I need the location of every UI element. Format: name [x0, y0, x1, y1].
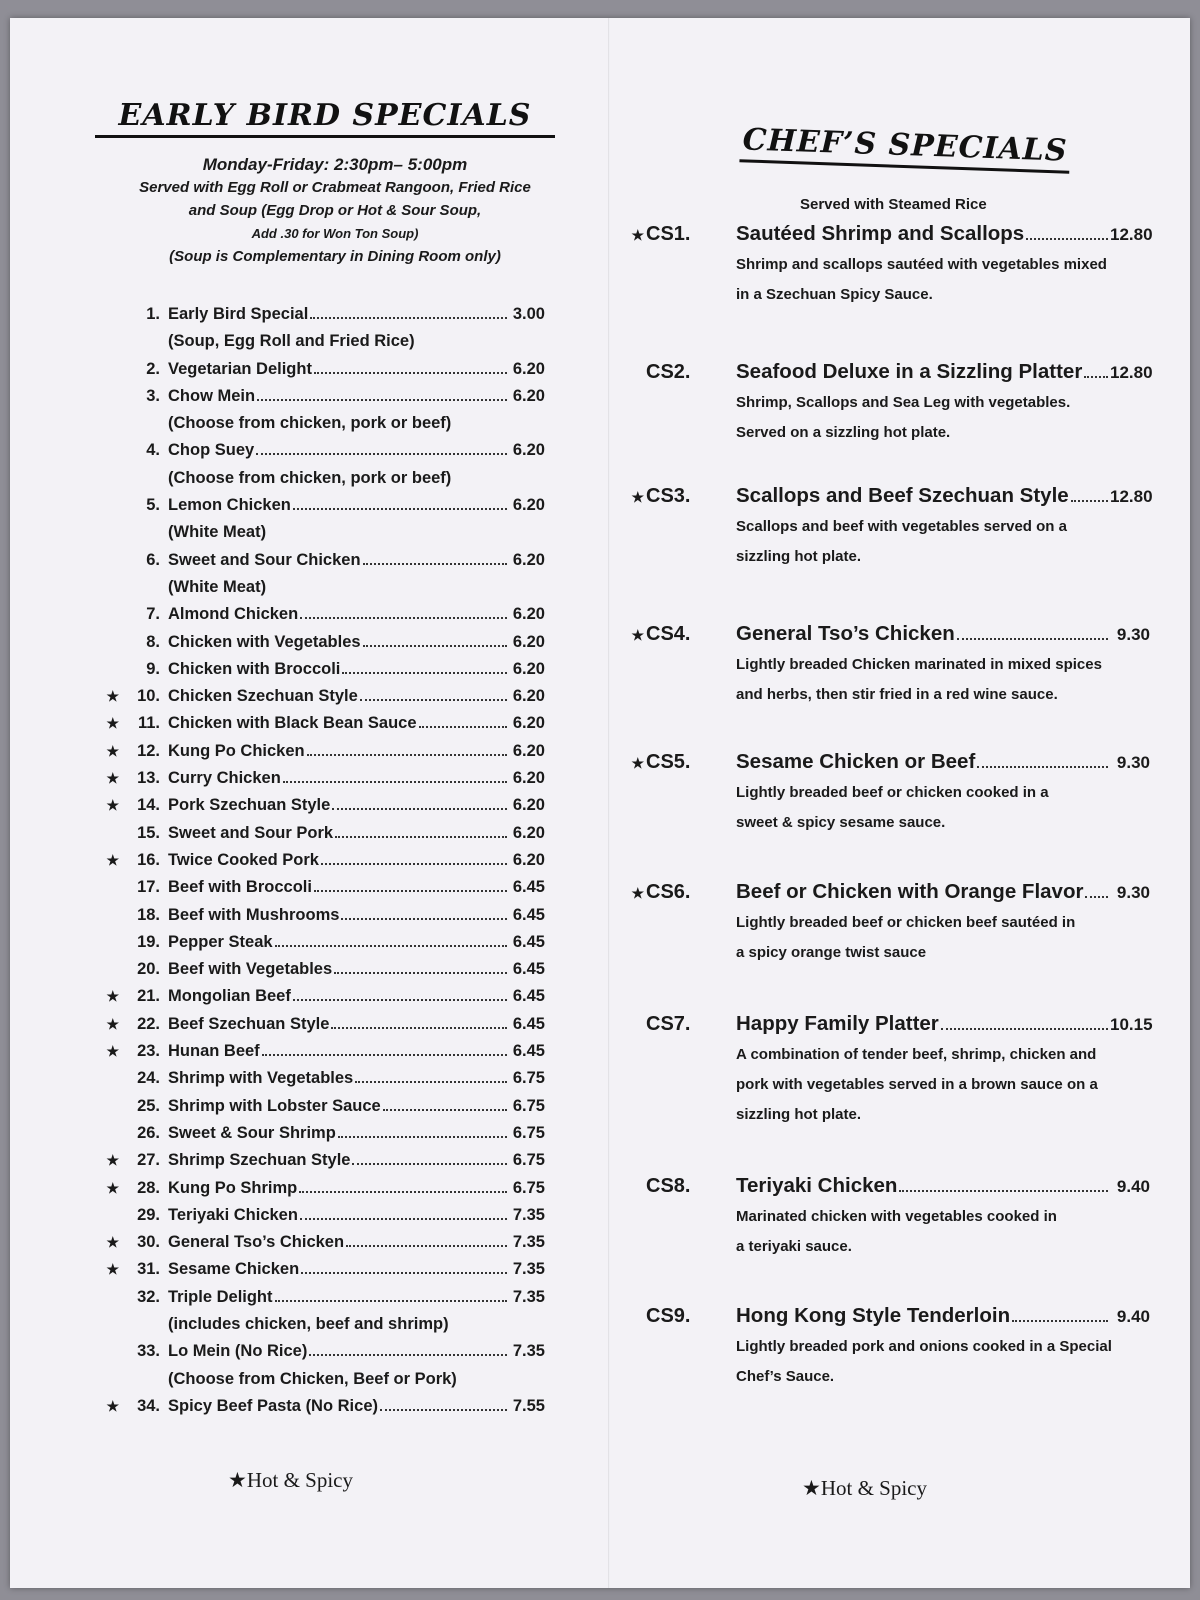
item-name: Sweet & Sour Shrimp — [168, 1123, 336, 1142]
menu-item-row — [105, 983, 545, 1010]
item-number: 9. — [146, 659, 160, 678]
item-code: CS1. — [646, 223, 691, 245]
dot-leader — [275, 1300, 507, 1302]
item-name: Mongolian Beef — [168, 987, 291, 1006]
item-price: 6.45 — [512, 932, 545, 951]
item-price: 9.30 — [1116, 625, 1150, 644]
item-name: Kung Po Shrimp — [168, 1178, 298, 1197]
dot-leader — [363, 563, 507, 565]
menu-item-row — [105, 437, 545, 464]
chefs-specials-title-text: CHEF’S SPECIALS — [742, 122, 1069, 169]
menu-item-row — [105, 1120, 545, 1147]
item-code: CS9. — [646, 1305, 691, 1327]
dot-leader — [1012, 1320, 1108, 1322]
item-number: 29. — [137, 1205, 160, 1224]
item-name: Lemon Chicken — [168, 496, 291, 515]
item-description: Shrimp and scallops sautéed with vegetables mixed — [736, 256, 1107, 273]
dot-leader — [1084, 376, 1108, 378]
item-name: Beef or Chicken with Orange Flavor — [736, 880, 1084, 903]
menu-item-row — [105, 929, 545, 956]
menu-item-row — [105, 1256, 545, 1283]
dot-leader — [275, 945, 507, 947]
item-price: 6.75 — [512, 1151, 545, 1170]
dot-leader — [332, 808, 507, 810]
item-name: Sautéed Shrimp and Scallops — [736, 222, 1025, 245]
item-number: 19. — [137, 932, 160, 951]
item-description: Lightly breaded beef or chicken cooked in a — [736, 784, 1049, 801]
item-name: Teriyaki Chicken — [168, 1205, 298, 1224]
chef-special-item — [630, 1300, 1150, 1392]
dot-leader — [314, 372, 507, 374]
spicy-star-icon: ★ — [106, 1234, 119, 1251]
item-description: and herbs, then stir fried in a red wine sauce. — [736, 686, 1058, 703]
spicy-star-icon: ★ — [106, 688, 119, 705]
dot-leader — [321, 863, 507, 865]
item-description: pork with vegetables served in a brown sauce on a — [736, 1076, 1098, 1093]
item-number: 30. — [137, 1233, 160, 1252]
item-name: Sesame Chicken — [168, 1260, 300, 1279]
served-with-text: Served with Steamed Rice — [800, 196, 987, 213]
spicy-star-icon: ★ — [106, 1015, 119, 1032]
item-name: Chicken Szechuan Style — [168, 687, 358, 706]
spicy-star-icon: ★ — [106, 988, 119, 1005]
item-name: Kung Po Chicken — [168, 741, 305, 760]
item-price: 7.35 — [512, 1342, 545, 1361]
chef-special-header — [630, 1300, 1150, 1332]
item-name: Almond Chicken — [168, 605, 299, 624]
dot-leader — [355, 1081, 507, 1083]
chefs-specials-column — [610, 18, 1190, 1588]
menu-item-row — [105, 656, 545, 683]
item-name: Sweet and Sour Chicken — [168, 550, 361, 569]
item-code: CS7. — [646, 1013, 691, 1035]
item-note: (Choose from chicken, pork or beef) — [168, 468, 452, 487]
item-number: 7. — [146, 605, 160, 624]
item-name: Shrimp with Lobster Sauce — [168, 1096, 381, 1115]
menu-item-row — [105, 301, 545, 328]
item-name: Pepper Steak — [168, 932, 273, 951]
dot-leader — [899, 1190, 1108, 1192]
dot-leader — [331, 1027, 507, 1029]
item-number: 12. — [137, 741, 160, 760]
dot-leader — [338, 1136, 507, 1138]
item-description: Lightly breaded Chicken marinated in mixed spices — [736, 656, 1102, 673]
item-price: 6.20 — [512, 850, 545, 869]
intro-line: Served with Egg Roll or Crabmeat Rangoon, Fried Rice — [139, 179, 531, 196]
item-code: CS3. — [646, 485, 691, 507]
menu-item-row — [105, 1338, 545, 1365]
dot-leader — [314, 890, 507, 892]
item-name: Chicken with Vegetables — [168, 632, 361, 651]
dot-leader — [293, 508, 507, 510]
spicy-star-icon: ★ — [106, 770, 119, 787]
menu-item-row — [105, 1093, 545, 1120]
item-number: 32. — [137, 1287, 160, 1306]
item-name: Triple Delight — [168, 1287, 273, 1306]
item-name: Sweet and Sour Pork — [168, 823, 334, 842]
intro-line: (Soup is Complementary in Dining Room only) — [169, 248, 501, 265]
spicy-star-icon: ★ — [631, 885, 644, 901]
dot-leader — [309, 1354, 507, 1356]
spicy-star-icon: ★ — [631, 755, 644, 771]
item-number: 11. — [137, 714, 160, 733]
item-description: Lightly breaded pork and onions cooked in a Special — [736, 1338, 1112, 1355]
item-name: Teriyaki Chicken — [736, 1174, 898, 1197]
item-price: 9.30 — [1116, 883, 1150, 902]
spicy-star-icon: ★ — [631, 627, 644, 643]
item-number: 8. — [146, 632, 160, 651]
dot-leader — [1026, 238, 1108, 240]
item-note: (Choose from Chicken, Beef or Pork) — [168, 1369, 457, 1388]
dot-leader — [341, 918, 507, 920]
item-price: 6.45 — [512, 960, 545, 979]
chef-special-header — [630, 746, 1150, 778]
menu-item-row — [105, 1202, 545, 1229]
dot-leader — [383, 1109, 507, 1111]
intro-line: and Soup (Egg Drop or Hot & Sour Soup, — [188, 202, 482, 219]
item-number: 23. — [137, 1042, 160, 1061]
hot-spicy-legend: ★Hot & Spicy — [802, 1476, 927, 1500]
item-price: 6.45 — [512, 878, 545, 897]
menu-item-row — [105, 765, 545, 792]
item-description: A combination of tender beef, shrimp, chicken and — [736, 1046, 1097, 1063]
item-price: 6.20 — [512, 769, 545, 788]
spicy-star-icon: ★ — [106, 742, 119, 759]
dot-leader — [1071, 500, 1108, 502]
item-number: 31. — [137, 1260, 160, 1279]
item-price: 6.20 — [512, 605, 545, 624]
item-name: Beef with Mushrooms — [168, 905, 340, 924]
item-number: 26. — [137, 1123, 160, 1142]
item-note: (White Meat) — [168, 523, 267, 542]
item-description: Shrimp, Scallops and Sea Leg with vegetables. — [736, 394, 1071, 411]
spicy-star-icon: ★ — [106, 1043, 119, 1060]
item-name: Beef with Broccoli — [168, 878, 312, 897]
dot-leader — [283, 781, 507, 783]
item-number: 4. — [146, 441, 160, 460]
item-price: 6.75 — [512, 1069, 545, 1088]
dot-leader — [262, 1054, 507, 1056]
menu-item-row — [105, 847, 545, 874]
item-description: sizzling hot plate. — [736, 548, 862, 565]
chef-special-item — [630, 480, 1153, 572]
item-name: Spicy Beef Pasta (No Rice) — [168, 1396, 378, 1415]
item-number: 17. — [137, 878, 160, 897]
item-code: CS8. — [646, 1175, 691, 1197]
spicy-star-icon: ★ — [106, 1179, 119, 1196]
chefs-specials-title — [739, 122, 1070, 173]
menu-item-row — [105, 1175, 545, 1202]
menu-item-row — [105, 1065, 545, 1092]
dot-leader — [352, 1163, 507, 1165]
item-price: 12.80 — [1110, 487, 1153, 506]
hours-text: Monday-Friday: 2:30pm– 5:00pm — [202, 155, 468, 174]
item-price: 6.45 — [512, 1042, 545, 1061]
dot-leader — [299, 1191, 507, 1193]
item-price: 6.20 — [512, 359, 545, 378]
item-name: Early Bird Special — [168, 305, 309, 323]
item-price: 6.20 — [512, 632, 545, 651]
menu-item-row — [105, 383, 545, 410]
item-description: Marinated chicken with vegetables cooked in — [736, 1208, 1057, 1225]
item-name: Shrimp with Vegetables — [168, 1069, 354, 1088]
item-price: 6.20 — [512, 386, 545, 405]
item-name: Pork Szechuan Style — [168, 796, 331, 815]
dot-leader — [307, 754, 507, 756]
item-number: 33. — [137, 1342, 160, 1361]
dot-leader — [256, 453, 507, 455]
item-name: Chop Suey — [168, 441, 255, 460]
item-number: 21. — [137, 987, 160, 1006]
item-price: 10.15 — [1110, 1015, 1153, 1034]
item-name: Vegetarian Delight — [168, 359, 312, 378]
item-price: 6.20 — [512, 741, 545, 760]
item-number: 3. — [146, 386, 160, 405]
item-description: a spicy orange twist sauce — [736, 944, 927, 961]
item-code: CS2. — [646, 361, 691, 383]
item-price: 12.80 — [1110, 363, 1153, 382]
menu-item-row — [105, 683, 545, 710]
item-name: Lo Mein (No Rice) — [168, 1342, 308, 1361]
chef-special-header — [630, 480, 1153, 512]
dot-leader — [310, 317, 507, 319]
item-note: (includes chicken, beef and shrimp) — [168, 1314, 449, 1333]
dot-leader — [957, 638, 1108, 640]
menu-item-row — [105, 792, 545, 819]
item-price: 12.80 — [1110, 225, 1153, 244]
item-number: 13. — [137, 769, 160, 788]
early-bird-column — [10, 18, 608, 1588]
item-price: 6.20 — [512, 714, 545, 733]
spicy-star-icon: ★ — [106, 851, 119, 868]
early-bird-title-text: EARLY BIRD SPECIALS — [118, 98, 532, 133]
chef-special-item — [630, 1008, 1153, 1130]
item-price: 3.00 — [512, 305, 545, 323]
dot-leader — [342, 672, 507, 674]
spicy-star-icon: ★ — [106, 1152, 119, 1169]
item-price: 6.45 — [512, 987, 545, 1006]
item-name: Beef with Vegetables — [168, 960, 333, 979]
item-price: 9.40 — [1116, 1177, 1150, 1196]
intro-line: Add .30 for Won Ton Soup) — [251, 226, 419, 241]
chef-special-item — [630, 746, 1150, 838]
item-number: 34. — [137, 1396, 160, 1415]
item-number: 15. — [137, 823, 160, 842]
chef-special-item — [630, 876, 1150, 968]
item-name: Scallops and Beef Szechuan Style — [736, 484, 1069, 507]
item-name: Chicken with Black Bean Sauce — [168, 714, 417, 733]
menu-item-row — [105, 1229, 545, 1256]
early-bird-title — [95, 98, 555, 138]
item-description: sweet & spicy sesame sauce. — [736, 814, 946, 831]
item-number: 28. — [137, 1178, 160, 1197]
item-description: in a Szechuan Spicy Sauce. — [736, 286, 933, 303]
item-number: 18. — [137, 905, 160, 924]
item-number: 24. — [137, 1069, 160, 1088]
item-number: 14. — [137, 796, 160, 815]
item-description: a teriyaki sauce. — [736, 1238, 852, 1255]
item-price: 7.35 — [512, 1205, 545, 1224]
chef-special-item — [630, 618, 1150, 710]
chef-special-header — [630, 218, 1153, 250]
dot-leader — [346, 1245, 507, 1247]
chef-special-item — [630, 356, 1153, 448]
item-number: 16. — [137, 850, 160, 869]
menu-item-row — [105, 738, 545, 765]
menu-item-row — [105, 1147, 545, 1174]
item-name: Beef Szechuan Style — [168, 1014, 330, 1033]
item-code: CS5. — [646, 751, 691, 773]
dot-leader — [300, 617, 507, 619]
item-name: Chicken with Broccoli — [168, 659, 341, 678]
chef-special-item — [630, 1170, 1150, 1262]
item-price: 7.35 — [512, 1260, 545, 1279]
chef-special-header — [630, 618, 1150, 650]
dot-leader — [293, 999, 507, 1001]
item-code: CS6. — [646, 881, 691, 903]
chef-special-header — [630, 1008, 1153, 1040]
item-name: Curry Chicken — [168, 769, 281, 788]
item-name: Seafood Deluxe in a Sizzling Platter — [736, 360, 1083, 383]
menu-sheet — [10, 18, 1190, 1588]
spicy-star-icon: ★ — [106, 797, 119, 814]
menu-item-row — [105, 874, 545, 901]
menu-item-row — [105, 956, 545, 983]
item-price: 9.30 — [1116, 753, 1150, 772]
item-price: 7.35 — [512, 1233, 545, 1252]
dot-leader — [941, 1028, 1108, 1030]
item-number: 20. — [137, 960, 160, 979]
spicy-star-icon: ★ — [106, 1261, 119, 1278]
item-price: 9.40 — [1116, 1307, 1150, 1326]
item-number: 1. — [146, 305, 160, 323]
dot-leader — [419, 726, 507, 728]
early-bird-list — [105, 301, 545, 1420]
menu-item-row — [105, 1393, 545, 1420]
dot-leader — [380, 1409, 507, 1411]
menu-item-row — [105, 492, 545, 519]
hot-spicy-legend: ★Hot & Spicy — [228, 1468, 353, 1492]
item-number: 6. — [146, 550, 160, 569]
menu-item-row — [105, 547, 545, 574]
item-price: 6.20 — [512, 796, 545, 815]
menu-item-row — [105, 1038, 545, 1065]
chef-special-item — [630, 218, 1153, 310]
dot-leader — [300, 1218, 507, 1220]
menu-item-row — [105, 710, 545, 737]
spicy-star-icon: ★ — [106, 1397, 119, 1414]
item-name: Chow Mein — [168, 386, 256, 405]
item-number: 25. — [137, 1096, 160, 1115]
item-price: 6.75 — [512, 1178, 545, 1197]
dot-leader — [363, 645, 507, 647]
item-name: Twice Cooked Pork — [168, 850, 319, 869]
menu-item-row — [105, 356, 545, 383]
chef-special-header — [630, 1170, 1150, 1202]
spicy-star-icon: ★ — [631, 489, 644, 505]
early-bird-intro — [100, 153, 570, 268]
spicy-star-icon: ★ — [106, 715, 119, 732]
item-price: 6.75 — [512, 1123, 545, 1142]
item-name: Hunan Beef — [168, 1042, 260, 1061]
dot-leader — [335, 836, 507, 838]
item-note: (Soup, Egg Roll and Fried Rice) — [168, 332, 415, 351]
item-price: 7.55 — [512, 1396, 545, 1415]
item-price: 6.75 — [512, 1096, 545, 1115]
item-description: Chef’s Sauce. — [736, 1368, 835, 1385]
item-price: 6.20 — [512, 550, 545, 569]
item-number: 5. — [146, 496, 160, 515]
item-price: 6.20 — [512, 687, 545, 706]
item-name: Happy Family Platter — [736, 1012, 939, 1035]
item-price: 6.20 — [512, 823, 545, 842]
item-description: Lightly breaded beef or chicken beef sautéed in — [736, 914, 1076, 931]
chef-special-header — [630, 356, 1153, 388]
item-price: 6.20 — [512, 441, 545, 460]
spicy-star-icon: ★ — [631, 227, 644, 243]
menu-item-row — [105, 1284, 545, 1311]
item-number: 10. — [137, 687, 160, 706]
dot-leader — [257, 399, 507, 401]
item-description: Scallops and beef with vegetables served on a — [736, 518, 1067, 535]
item-number: 2. — [146, 359, 160, 378]
item-name: General Tso’s Chicken — [168, 1233, 345, 1252]
menu-item-row — [105, 629, 545, 656]
dot-leader — [360, 699, 507, 701]
menu-item-row — [105, 601, 545, 628]
dot-leader — [977, 766, 1108, 768]
item-description: sizzling hot plate. — [736, 1106, 862, 1123]
menu-item-row — [105, 902, 545, 929]
menu-item-row — [105, 820, 545, 847]
dot-leader — [1085, 896, 1108, 898]
item-code: CS4. — [646, 623, 691, 645]
item-price: 6.45 — [512, 905, 545, 924]
title-underline — [95, 135, 555, 138]
dot-leader — [334, 972, 507, 974]
item-price: 6.45 — [512, 1014, 545, 1033]
item-number: 27. — [137, 1151, 160, 1170]
menu-item-row — [105, 1011, 545, 1038]
item-note: (Choose from chicken, pork or beef) — [168, 414, 452, 433]
item-price: 7.35 — [512, 1287, 545, 1306]
dot-leader — [301, 1272, 507, 1274]
item-name: Sesame Chicken or Beef — [736, 750, 976, 773]
item-description: Served on a sizzling hot plate. — [736, 424, 951, 441]
item-note: (White Meat) — [168, 577, 267, 596]
item-price: 6.20 — [512, 659, 545, 678]
item-name: General Tso’s Chicken — [736, 622, 955, 645]
item-name: Shrimp Szechuan Style — [168, 1151, 351, 1170]
item-price: 6.20 — [512, 496, 545, 515]
chef-special-header — [630, 876, 1150, 908]
item-name: Hong Kong Style Tenderloin — [736, 1304, 1011, 1327]
item-number: 22. — [137, 1014, 160, 1033]
